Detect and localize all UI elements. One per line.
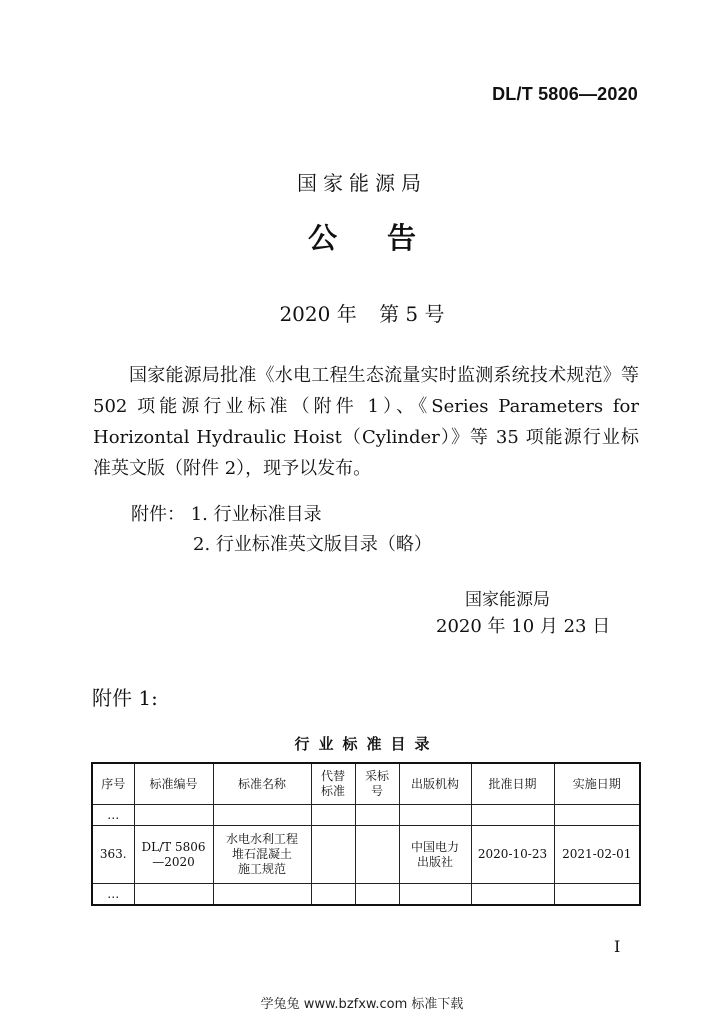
cell-seq: 363.	[92, 826, 134, 884]
notice-number: 第 5 号	[379, 302, 445, 326]
col-header-adopted: 采标 号	[355, 763, 399, 805]
empty-cell	[471, 884, 554, 906]
notice-body: 国家能源局批准《水电工程生态流量实时监测系统技术规范》等 502 项能源行业标准（附件 1）、《Series Parameters for Horizontal Hydraulic Hoist（Cylinder）》等 35 项能源行业标准英文版（附件 2），现予以发布。	[93, 365, 639, 479]
attachment-prefix: 附件：	[131, 504, 185, 525]
download-watermark: 学兔兔 www.bzfxw.com 标准下载	[260, 997, 464, 1012]
empty-cell	[213, 805, 311, 826]
annex-heading: 附件 1:	[92, 686, 158, 710]
col-header-publisher: 出版机构	[399, 763, 471, 805]
signature-date: 2020 年 10 月 23 日	[436, 616, 611, 637]
empty-cell	[213, 884, 311, 906]
empty-cell	[134, 805, 213, 826]
attachment-line-1	[131, 500, 322, 526]
table-title: 行业标准目录	[294, 735, 439, 753]
empty-cell	[471, 805, 554, 826]
col-header-seq: 序号	[92, 763, 134, 805]
col-header-effective: 实施日期	[554, 763, 640, 805]
empty-cell	[355, 884, 399, 906]
cell-approved: 2020-10-23	[471, 826, 554, 884]
cell-adopted	[355, 826, 399, 884]
empty-cell	[355, 805, 399, 826]
table-header-row	[92, 763, 640, 805]
cell-name: 水电水利工程 堆石混凝土 施工规范	[213, 826, 311, 884]
table-row	[92, 826, 640, 884]
page-number: I	[614, 937, 621, 956]
empty-cell	[399, 805, 471, 826]
table-row-ellipsis	[92, 884, 640, 906]
col-header-approved: 批准日期	[471, 763, 554, 805]
col-header-replaces: 代替 标准	[311, 763, 355, 805]
table-row-ellipsis	[92, 805, 640, 826]
notice-number-line	[0, 298, 724, 327]
ellipsis-cell: …	[92, 884, 134, 906]
attachment-item-1: 1. 行业标准目录	[190, 504, 322, 525]
empty-cell	[399, 884, 471, 906]
cell-replaces	[311, 826, 355, 884]
empty-cell	[554, 884, 640, 906]
issuer-title: 国家能源局	[297, 171, 427, 195]
signature-org: 国家能源局	[465, 590, 550, 610]
notice-title: 公告	[307, 221, 466, 255]
empty-cell	[311, 805, 355, 826]
attachment-item-2: 2. 行业标准英文版目录（略）	[193, 534, 432, 555]
col-header-code: 标准编号	[134, 763, 213, 805]
empty-cell	[554, 805, 640, 826]
cell-publisher: 中国电力 出版社	[399, 826, 471, 884]
cell-code: DL/T 5806 —2020	[134, 826, 213, 884]
empty-cell	[311, 884, 355, 906]
notice-year: 2020 年	[279, 302, 357, 326]
cell-effective: 2021-02-01	[554, 826, 640, 884]
col-header-name: 标准名称	[213, 763, 311, 805]
standard-code: DL/T 5806—2020	[492, 84, 638, 104]
empty-cell	[134, 884, 213, 906]
ellipsis-cell: …	[92, 805, 134, 826]
standards-catalog-table	[91, 762, 641, 906]
